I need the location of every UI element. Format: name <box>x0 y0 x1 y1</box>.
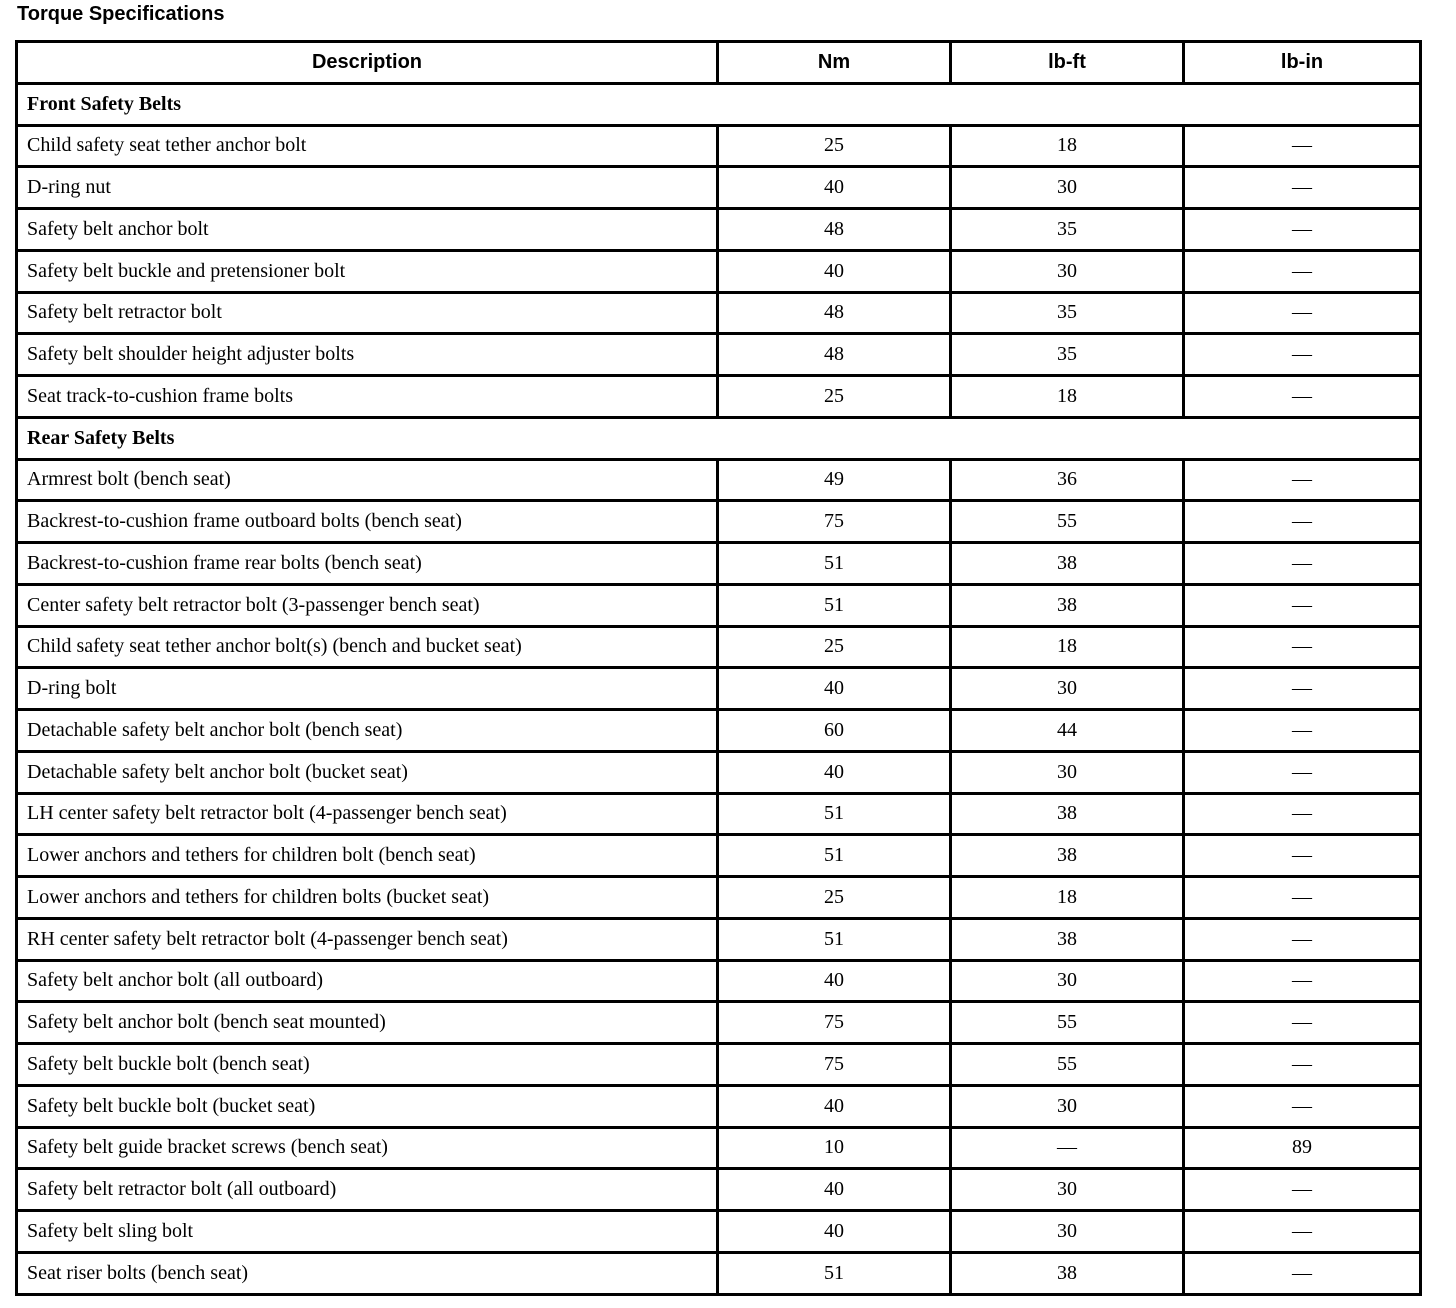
lb-ft-cell: 36 <box>951 459 1184 501</box>
lb-in-cell: — <box>1184 1252 1421 1294</box>
table-row <box>17 1169 1421 1211</box>
description-cell: Safety belt anchor bolt (all outboard) <box>17 960 718 1002</box>
table-row <box>17 1127 1421 1169</box>
table-row <box>17 459 1421 501</box>
lb-ft-cell: 55 <box>951 1044 1184 1086</box>
nm-cell: 51 <box>718 835 951 877</box>
page-title: Torque Specifications <box>17 3 225 25</box>
nm-cell: 48 <box>718 292 951 334</box>
section-heading: Rear Safety Belts <box>17 417 1421 459</box>
section-row <box>17 417 1421 459</box>
description-cell: Safety belt buckle bolt (bench seat) <box>17 1044 718 1086</box>
nm-cell: 51 <box>718 584 951 626</box>
lb-ft-cell: 30 <box>951 1085 1184 1127</box>
description-cell: Detachable safety belt anchor bolt (bucket seat) <box>17 751 718 793</box>
lb-ft-cell: 30 <box>951 960 1184 1002</box>
nm-cell: 10 <box>718 1127 951 1169</box>
lb-in-cell: — <box>1184 1002 1421 1044</box>
lb-ft-cell: 30 <box>951 1211 1184 1253</box>
lb-in-cell: — <box>1184 376 1421 418</box>
lb-in-cell: — <box>1184 1169 1421 1211</box>
nm-cell: 25 <box>718 877 951 919</box>
description-cell: Detachable safety belt anchor bolt (bench seat) <box>17 710 718 752</box>
lb-ft-cell: 38 <box>951 835 1184 877</box>
nm-cell: 40 <box>718 1211 951 1253</box>
column-header-nm: Nm <box>718 42 951 84</box>
lb-in-cell: — <box>1184 918 1421 960</box>
torque-spec-table <box>15 40 1422 1296</box>
table-row <box>17 835 1421 877</box>
nm-cell: 25 <box>718 376 951 418</box>
table-row <box>17 250 1421 292</box>
table-row <box>17 334 1421 376</box>
description-cell: Safety belt guide bracket screws (bench seat) <box>17 1127 718 1169</box>
nm-cell: 75 <box>718 501 951 543</box>
lb-in-cell: — <box>1184 668 1421 710</box>
table-row <box>17 626 1421 668</box>
table-header-row <box>17 42 1421 84</box>
table-row <box>17 209 1421 251</box>
table-row <box>17 1085 1421 1127</box>
table-row <box>17 918 1421 960</box>
table-row <box>17 960 1421 1002</box>
lb-ft-cell: 38 <box>951 793 1184 835</box>
description-cell: Seat track-to-cushion frame bolts <box>17 376 718 418</box>
lb-ft-cell: 18 <box>951 626 1184 668</box>
table-row <box>17 1211 1421 1253</box>
lb-ft-cell: 35 <box>951 209 1184 251</box>
lb-ft-cell: 30 <box>951 1169 1184 1211</box>
lb-ft-cell: 18 <box>951 125 1184 167</box>
description-cell: Lower anchors and tethers for children bolts (bucket seat) <box>17 877 718 919</box>
column-header-lb-in: lb-in <box>1184 42 1421 84</box>
nm-cell: 40 <box>718 1169 951 1211</box>
lb-in-cell: — <box>1184 1211 1421 1253</box>
description-cell: Safety belt anchor bolt (bench seat mounted) <box>17 1002 718 1044</box>
table-row <box>17 584 1421 626</box>
lb-ft-cell: 30 <box>951 668 1184 710</box>
lb-ft-cell: 38 <box>951 584 1184 626</box>
nm-cell: 51 <box>718 543 951 585</box>
lb-in-cell: — <box>1184 584 1421 626</box>
nm-cell: 75 <box>718 1002 951 1044</box>
nm-cell: 49 <box>718 459 951 501</box>
lb-ft-cell: 18 <box>951 877 1184 919</box>
nm-cell: 51 <box>718 918 951 960</box>
nm-cell: 25 <box>718 125 951 167</box>
table-row <box>17 710 1421 752</box>
nm-cell: 75 <box>718 1044 951 1086</box>
description-cell: Child safety seat tether anchor bolt <box>17 125 718 167</box>
lb-in-cell: 89 <box>1184 1127 1421 1169</box>
lb-in-cell: — <box>1184 334 1421 376</box>
nm-cell: 25 <box>718 626 951 668</box>
nm-cell: 40 <box>718 167 951 209</box>
column-header-lb-ft: lb-ft <box>951 42 1184 84</box>
lb-ft-cell: 30 <box>951 250 1184 292</box>
lb-ft-cell: 38 <box>951 918 1184 960</box>
lb-in-cell: — <box>1184 835 1421 877</box>
lb-ft-cell: 55 <box>951 1002 1184 1044</box>
description-cell: Seat riser bolts (bench seat) <box>17 1252 718 1294</box>
nm-cell: 51 <box>718 1252 951 1294</box>
table-row <box>17 292 1421 334</box>
nm-cell: 40 <box>718 960 951 1002</box>
description-cell: Child safety seat tether anchor bolt(s) (bench and bucket seat) <box>17 626 718 668</box>
lb-in-cell: — <box>1184 751 1421 793</box>
table-row <box>17 543 1421 585</box>
table-row <box>17 668 1421 710</box>
lb-in-cell: — <box>1184 125 1421 167</box>
lb-ft-cell: — <box>951 1127 1184 1169</box>
table-row <box>17 877 1421 919</box>
section-row <box>17 83 1421 125</box>
description-cell: Safety belt shoulder height adjuster bolts <box>17 334 718 376</box>
lb-in-cell: — <box>1184 626 1421 668</box>
description-cell: Armrest bolt (bench seat) <box>17 459 718 501</box>
lb-in-cell: — <box>1184 710 1421 752</box>
lb-ft-cell: 18 <box>951 376 1184 418</box>
lb-ft-cell: 44 <box>951 710 1184 752</box>
table-row <box>17 751 1421 793</box>
lb-in-cell: — <box>1184 877 1421 919</box>
lb-in-cell: — <box>1184 250 1421 292</box>
nm-cell: 48 <box>718 209 951 251</box>
description-cell: D-ring bolt <box>17 668 718 710</box>
lb-in-cell: — <box>1184 793 1421 835</box>
lb-ft-cell: 30 <box>951 167 1184 209</box>
description-cell: RH center safety belt retractor bolt (4-passenger bench seat) <box>17 918 718 960</box>
description-cell: Safety belt sling bolt <box>17 1211 718 1253</box>
description-cell: Center safety belt retractor bolt (3-passenger bench seat) <box>17 584 718 626</box>
lb-ft-cell: 35 <box>951 334 1184 376</box>
lb-ft-cell: 38 <box>951 1252 1184 1294</box>
nm-cell: 40 <box>718 751 951 793</box>
description-cell: LH center safety belt retractor bolt (4-passenger bench seat) <box>17 793 718 835</box>
nm-cell: 60 <box>718 710 951 752</box>
nm-cell: 40 <box>718 668 951 710</box>
description-cell: Safety belt retractor bolt (all outboard) <box>17 1169 718 1211</box>
table-row <box>17 793 1421 835</box>
table-row <box>17 501 1421 543</box>
description-cell: Safety belt buckle and pretensioner bolt <box>17 250 718 292</box>
table-row <box>17 167 1421 209</box>
table-row <box>17 1002 1421 1044</box>
lb-in-cell: — <box>1184 1085 1421 1127</box>
nm-cell: 40 <box>718 1085 951 1127</box>
column-header-description: Description <box>17 42 718 84</box>
lb-in-cell: — <box>1184 1044 1421 1086</box>
description-cell: Safety belt anchor bolt <box>17 209 718 251</box>
lb-in-cell: — <box>1184 459 1421 501</box>
lb-in-cell: — <box>1184 209 1421 251</box>
nm-cell: 48 <box>718 334 951 376</box>
lb-ft-cell: 55 <box>951 501 1184 543</box>
lb-ft-cell: 35 <box>951 292 1184 334</box>
lb-in-cell: — <box>1184 543 1421 585</box>
nm-cell: 40 <box>718 250 951 292</box>
table-row <box>17 1252 1421 1294</box>
table-row <box>17 125 1421 167</box>
lb-in-cell: — <box>1184 167 1421 209</box>
description-cell: Safety belt retractor bolt <box>17 292 718 334</box>
description-cell: Backrest-to-cushion frame rear bolts (bench seat) <box>17 543 718 585</box>
lb-in-cell: — <box>1184 501 1421 543</box>
lb-in-cell: — <box>1184 960 1421 1002</box>
description-cell: Backrest-to-cushion frame outboard bolts (bench seat) <box>17 501 718 543</box>
description-cell: D-ring nut <box>17 167 718 209</box>
section-heading: Front Safety Belts <box>17 83 1421 125</box>
description-cell: Lower anchors and tethers for children bolt (bench seat) <box>17 835 718 877</box>
lb-ft-cell: 30 <box>951 751 1184 793</box>
lb-ft-cell: 38 <box>951 543 1184 585</box>
description-cell: Safety belt buckle bolt (bucket seat) <box>17 1085 718 1127</box>
table-row <box>17 376 1421 418</box>
table-row <box>17 1044 1421 1086</box>
nm-cell: 51 <box>718 793 951 835</box>
lb-in-cell: — <box>1184 292 1421 334</box>
